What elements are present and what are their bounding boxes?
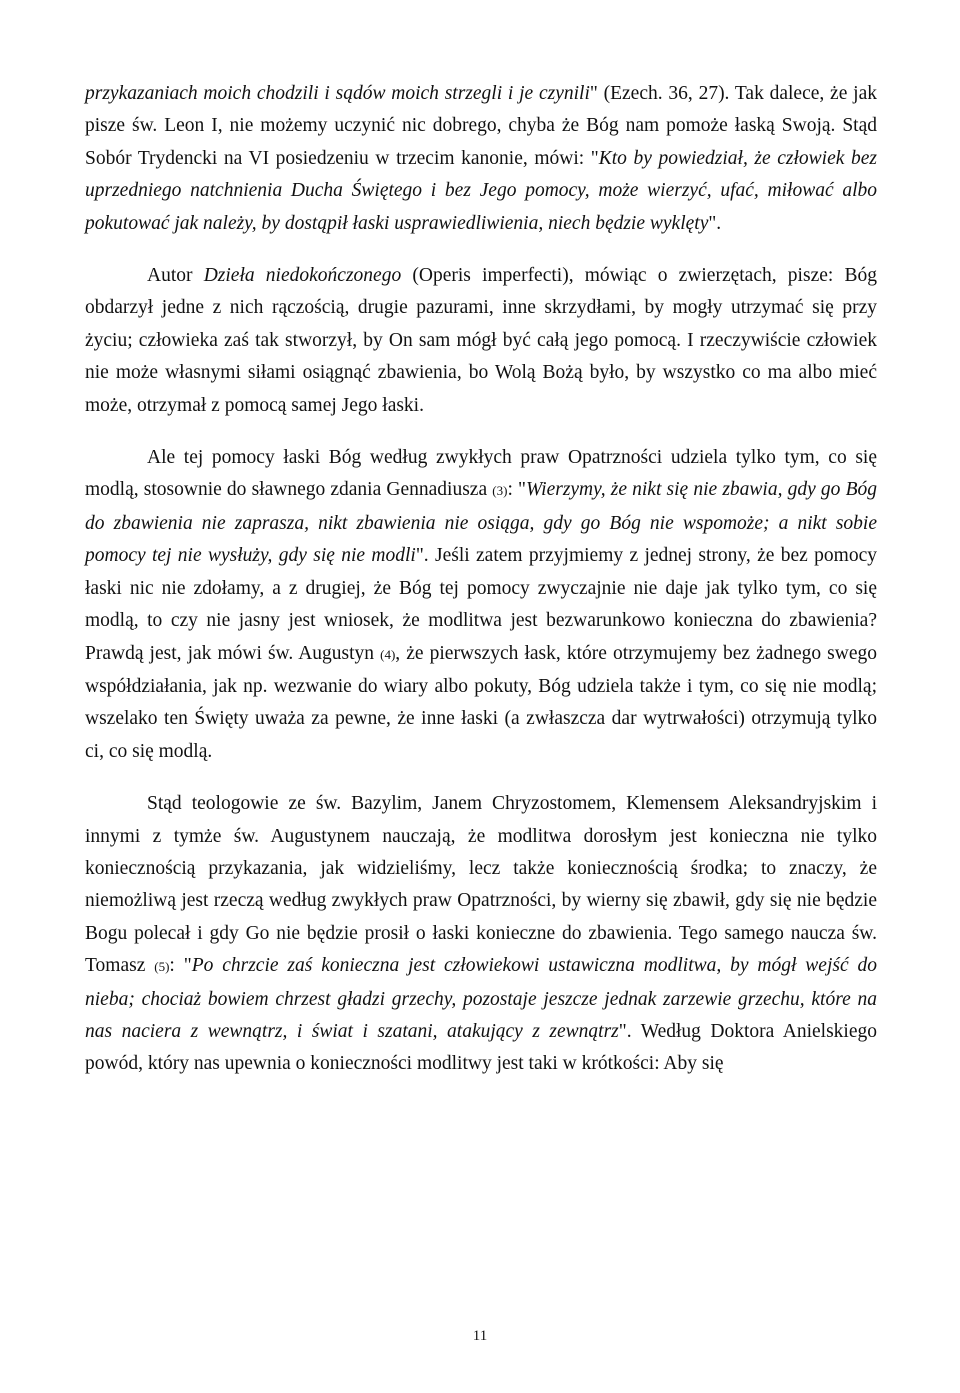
footnote-marker: (5): [154, 959, 170, 975]
text-run: : ": [169, 955, 192, 977]
text-run: ".: [708, 212, 722, 234]
text-run: " (Ezech. 36, 27). Tak dalece, że jak pisze św. Leon I, nie możemy uczynić nic dobrego, chyba że Bóg nam pomoże łaską Swoją. Stąd Sobór Trydencki na VI posiedzeniu w trzecim kanonie, mówi: ": [85, 83, 877, 169]
italic-quote: Wierzymy, że nikt się nie zbawia, gdy go Bóg do zbawienia nie zaprasza, nikt zbawienia nie osiąga, gdy go Bóg nie wspomoże; a nikt sobie pomocy tej nie wysłuży, gdy się nie modli: [85, 479, 877, 567]
italic-quote: przykazaniach moich chodzili i sądów moich strzegli i je czynili: [85, 83, 590, 104]
text-run: Autor: [147, 265, 204, 287]
page-number: 11: [472, 1328, 488, 1344]
text-run: Ale tej pomocy łaski Bóg według zwykłych praw Opatrzności udziela tylko tym, co się modlą, stosownie do sławnego zdania Gennadiusza: [85, 447, 877, 501]
body-text: [85, 78, 877, 1081]
footnote-marker: (4): [380, 646, 396, 662]
text-run: ". Jeśli zatem przyjmiemy z jednej strony, że bez pomocy łaski nic nie zdołamy, a z drugiej, że Bóg tej pomocy zwyczajnie nie daje jak tylko tym, co się modlą, to czy nie jasny jest wniosek, że modlitwa jest bezwarunkowo konieczna do zbawienia? Prawdą jest, jak mówi św. Augustyn: [85, 545, 877, 664]
text-run: (Operis imperfecti), mówiąc o zwierzętach, pisze: Bóg obdarzył jedne z nich rączością, drugie pazurami, inne skrzydłami, by mogły utrzymać się przy życiu; człowieka zaś tak stworzył, by On sam mógł być całą jego pomocą. I rzeczywiście człowiek nie może własnymi siłami osiągnąć zbawienia, bo Wolą Bożą było, by wszystko co ma albo mieć może, otrzymał z pomocą samej Jego łaski.: [85, 265, 877, 416]
paragraph-2: [85, 260, 877, 422]
footnote-marker: (3): [492, 483, 508, 499]
italic-quote: Kto by powiedział, że człowiek bez uprzedniego natchnienia Ducha Świętego i bez Jego pomocy, może wierzyć, ufać, miłować albo pokutować jak należy, by dostąpił łaski usprawiedliwienia, niech będzie wyklęty: [85, 147, 877, 234]
italic-quote: Dzieła niedokończonego: [203, 265, 402, 287]
text-run: Stąd teologowie ze św. Bazylim, Janem Chryzostomem, Klemensem Aleksandryjskim i innymi z tymże św. Augustynem nauczają, że modlitwa dorosłym jest konieczna nie tylko koniecznością przykazania, jak widzieliśmy, lecz także koniecznością środka; to znaczy, że niemożliwą jest rzeczą według zwykłych praw Opatrzności, by wierny się zbawił, gdy się nie będzie Bogu polecał i gdy Go nie będzie prosił o łaski konieczne do zbawienia. Tego samego naucza św. Tomasz: [85, 793, 877, 977]
paragraph-1: [85, 78, 877, 240]
italic-quote: Po chrzcie zaś konieczna jest człowiekowi ustawiczna modlitwa, by mógł wejść do nieba; chociaż bowiem chrzest gładzi grzechy, pozostaje jeszcze jednak zarzewie grzechu, które na nas naciera z wewnątrz, i świat i szatani, atakujący z zewnątrz: [85, 955, 877, 1042]
paragraph-4: [85, 788, 877, 1081]
text-run: , że pierwszych łask, które otrzymujemy bez żadnego swego współdziałania, jak np. wezwanie do wiary albo pokuty, Bóg udziela także i tym, co się nie modlą; wszelako ten Święty uważa za pewne, że inne łaski (a zwłaszcza dar wytrwałości) otrzymują tylko ci, co się modlą.: [85, 642, 877, 762]
text-run: ". Według Doktora Anielskiego powód, który nas upewnia o konieczności modlitwy jest taki w krótkości: Aby się: [85, 1020, 877, 1075]
text-run: : ": [507, 479, 526, 501]
paragraph-3: [85, 442, 877, 768]
